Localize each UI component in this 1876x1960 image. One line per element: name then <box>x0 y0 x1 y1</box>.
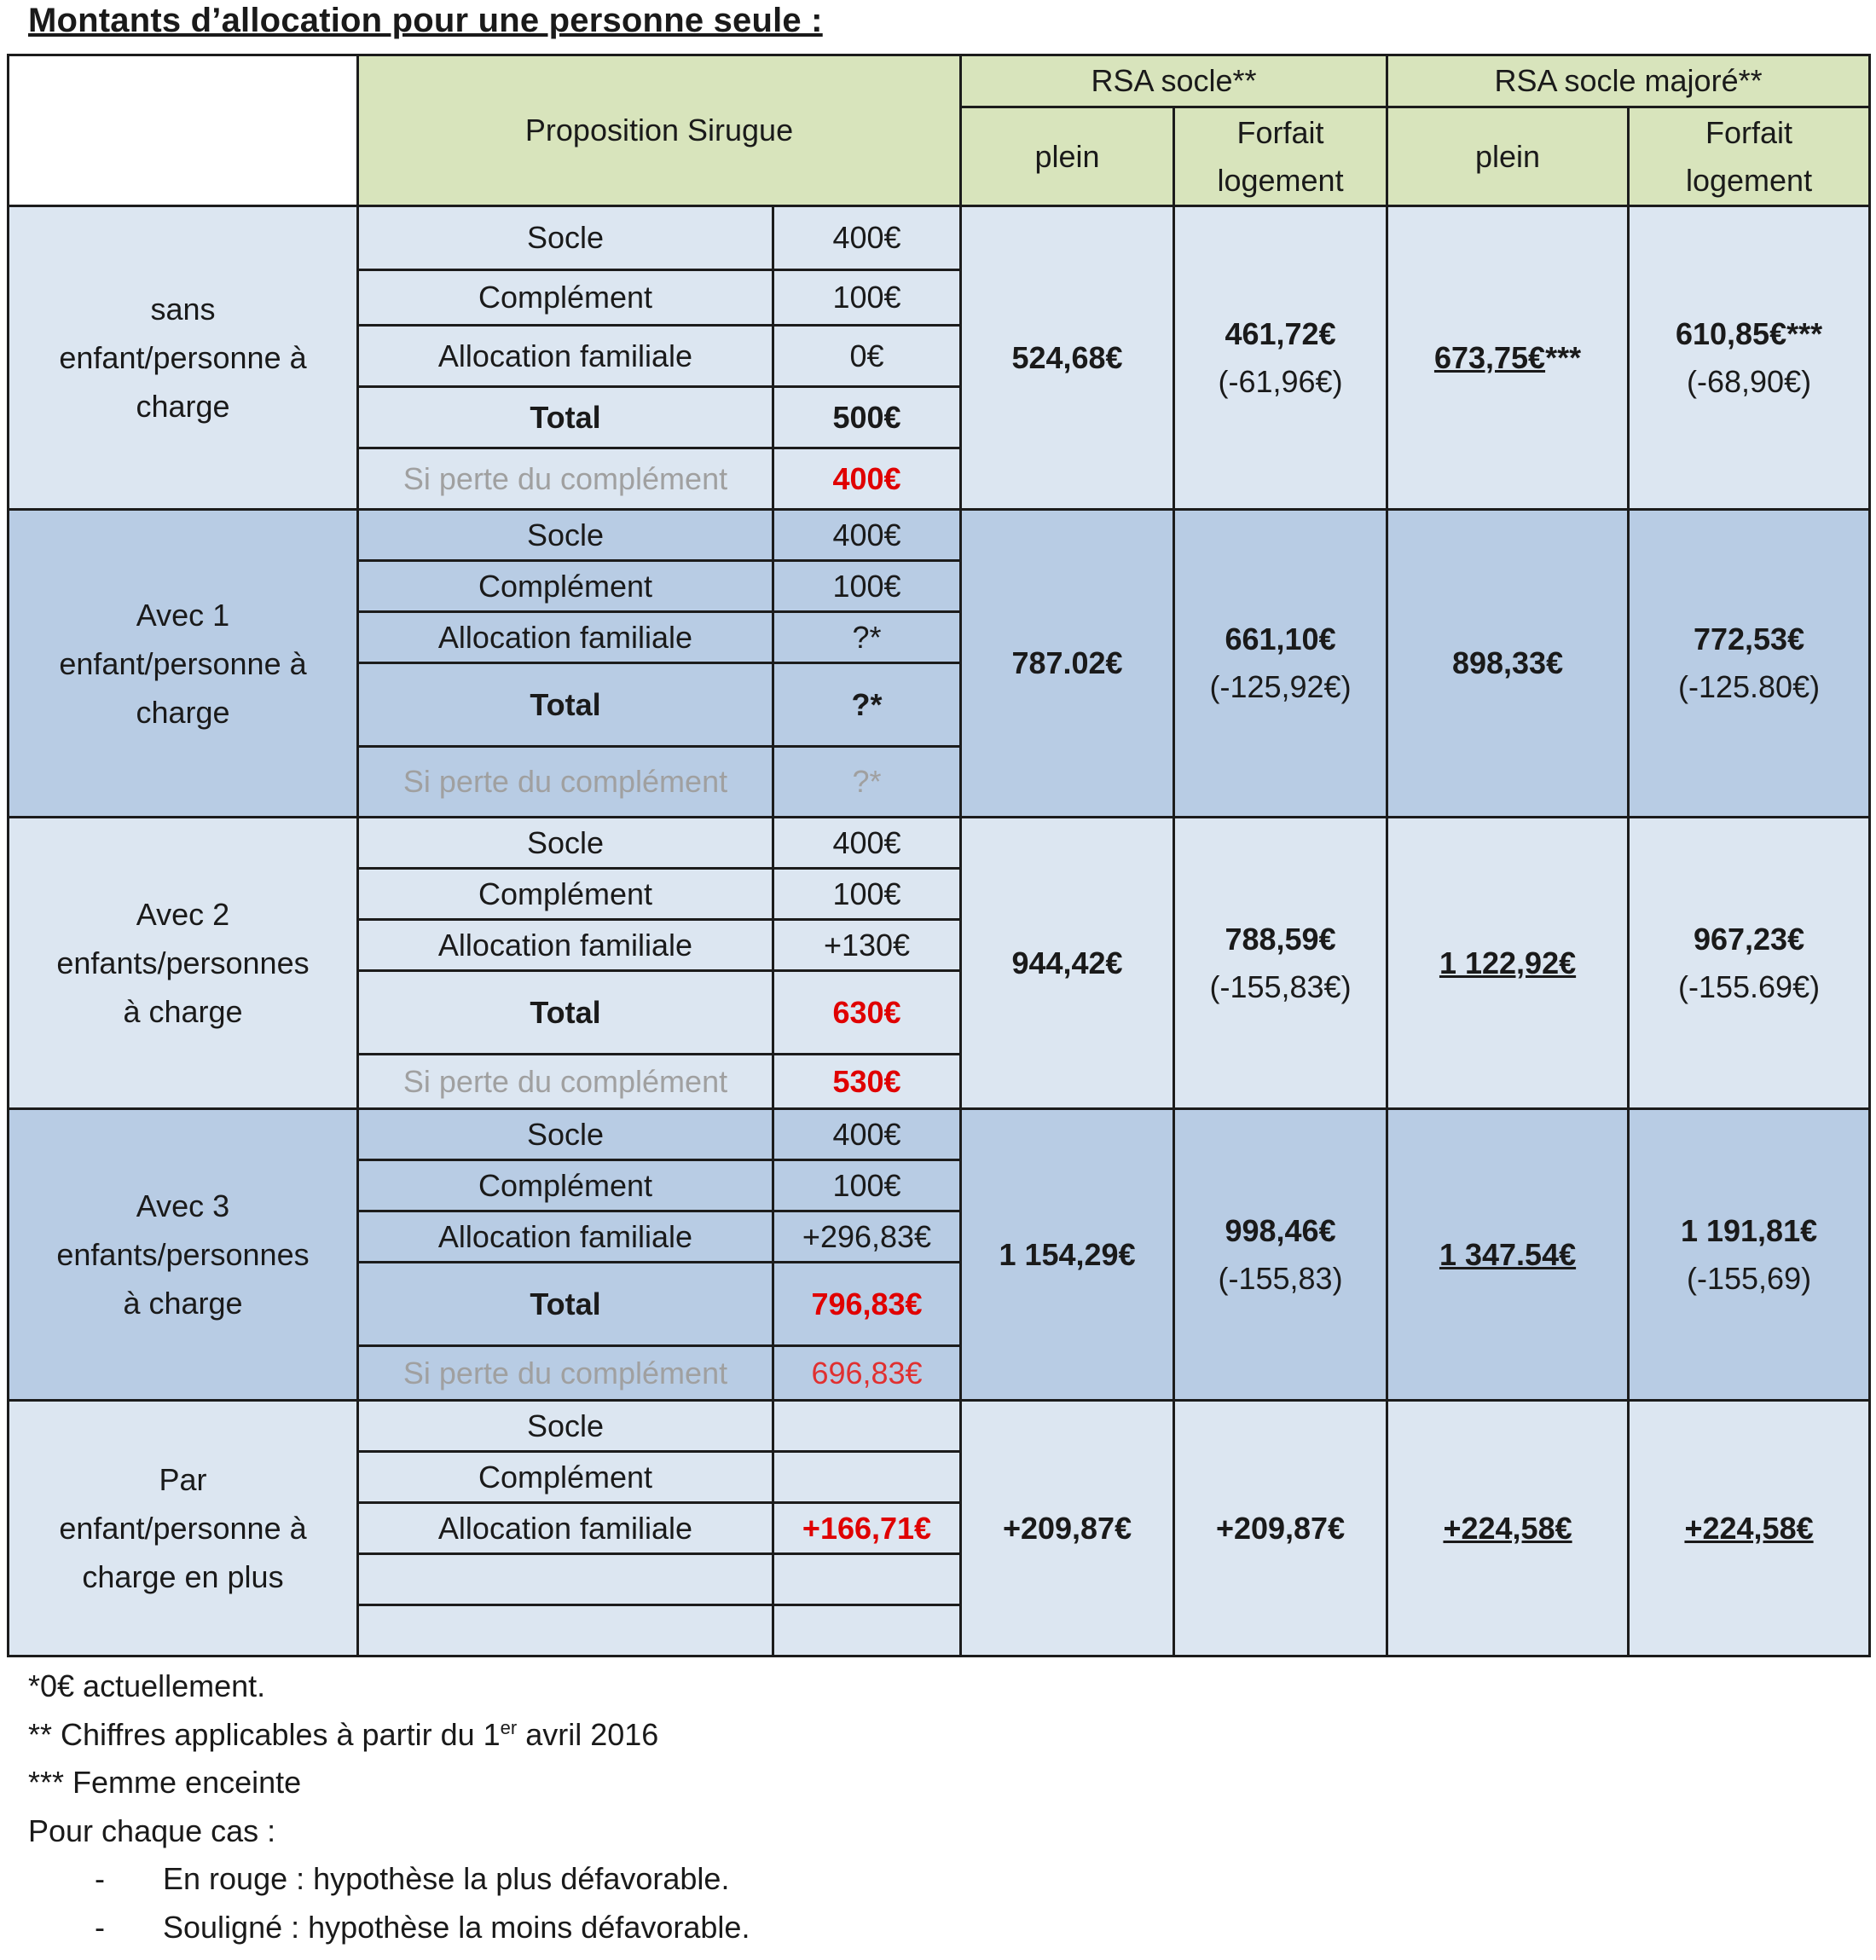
empty-cell <box>773 1554 961 1605</box>
value-socle: 400€ <box>773 510 961 561</box>
header-majore-forfait: Forfait logement <box>1629 107 1870 206</box>
value-perte: 530€ <box>773 1055 961 1109</box>
value-socle: 400€ <box>773 1109 961 1160</box>
rsa-majore-plein: 1 347.54€ <box>1387 1109 1629 1401</box>
allocation-table <box>7 54 1871 1657</box>
table-row <box>9 206 1870 270</box>
value-complement <box>773 1452 961 1503</box>
rsa-majore-plein: +224,58€ <box>1387 1401 1629 1656</box>
row-label-complement: Complément <box>358 1452 773 1503</box>
empty-cell <box>773 1605 961 1656</box>
table-row <box>9 510 1870 561</box>
value-socle <box>773 1401 961 1452</box>
footnote-3: *** Femme enceinte <box>28 1765 302 1800</box>
row-label-perte: Si perte du complément <box>358 1346 773 1401</box>
header-row <box>9 55 1870 107</box>
rsa-socle-plein: 1 154,29€ <box>961 1109 1174 1401</box>
value-total: ?* <box>773 663 961 747</box>
value-complement: 100€ <box>773 561 961 612</box>
value-total: 500€ <box>773 387 961 448</box>
header-majore-plein: plein <box>1387 107 1629 206</box>
row-label-perte: Si perte du complément <box>358 448 773 510</box>
header-socle-forfait: Forfait logement <box>1174 107 1387 206</box>
row-label-perte: Si perte du complément <box>358 747 773 818</box>
rsa-majore-plein: 1 122,92€ <box>1387 818 1629 1109</box>
value-total: 630€ <box>773 971 961 1055</box>
header-socle-plein: plein <box>961 107 1174 206</box>
row-label-total: Total <box>358 1263 773 1346</box>
footnote-2: ** Chiffres applicables à partir du 1er avril 2016 <box>28 1716 659 1752</box>
footnote-4: Pour chaque cas : <box>28 1813 276 1848</box>
row-label-socle: Socle <box>358 1109 773 1160</box>
footnote-1: *0€ actuellement. <box>28 1668 266 1703</box>
empty-cell <box>358 1554 773 1605</box>
legend-underline: - Souligné : hypothèse la moins défavorable. <box>95 1909 750 1945</box>
page-title: Montants d’allocation pour une personne seule : <box>28 2 823 39</box>
value-alloc: ?* <box>773 612 961 663</box>
row-label-socle: Socle <box>358 1401 773 1452</box>
header-rsa-majore: RSA socle majoré** <box>1387 55 1870 107</box>
group-label: Avec 1 enfant/personne à charge <box>9 510 358 818</box>
row-label-total: Total <box>358 971 773 1055</box>
value-complement: 100€ <box>773 869 961 920</box>
value-perte: 400€ <box>773 448 961 510</box>
value-complement: 100€ <box>773 1160 961 1211</box>
row-label-alloc: Allocation familiale <box>358 612 773 663</box>
row-label-complement: Complément <box>358 270 773 326</box>
table-row <box>9 818 1870 869</box>
row-label-alloc: Allocation familiale <box>358 1211 773 1263</box>
row-label-alloc: Allocation familiale <box>358 326 773 387</box>
group-label: Avec 3 enfants/personnes à charge <box>9 1109 358 1401</box>
value-socle: 400€ <box>773 206 961 270</box>
rsa-majore-forfait: 772,53€ (-125.80€) <box>1629 510 1870 818</box>
rsa-majore-forfait: +224,58€ <box>1629 1401 1870 1656</box>
row-label-total: Total <box>358 387 773 448</box>
rsa-socle-forfait: +209,87€ <box>1174 1401 1387 1656</box>
row-label-socle: Socle <box>358 206 773 270</box>
value-complement: 100€ <box>773 270 961 326</box>
rsa-socle-plein: 524,68€ <box>961 206 1174 510</box>
empty-cell <box>358 1605 773 1656</box>
value-total: 796,83€ <box>773 1263 961 1346</box>
table-row <box>9 1401 1870 1452</box>
header-rsa-socle: RSA socle** <box>961 55 1387 107</box>
value-perte: ?* <box>773 747 961 818</box>
rsa-socle-plein: 787.02€ <box>961 510 1174 818</box>
rsa-socle-forfait: 461,72€ (-61,96€) <box>1174 206 1387 510</box>
rsa-socle-forfait: 661,10€ (-125,92€) <box>1174 510 1387 818</box>
group-label: Par enfant/personne à charge en plus <box>9 1401 358 1656</box>
rsa-majore-forfait: 1 191,81€ (-155,69) <box>1629 1109 1870 1401</box>
group-label: Avec 2 enfants/personnes à charge <box>9 818 358 1109</box>
row-label-alloc: Allocation familiale <box>358 1503 773 1554</box>
rsa-socle-forfait: 998,46€ (-155,83) <box>1174 1109 1387 1401</box>
row-label-complement: Complément <box>358 869 773 920</box>
row-label-complement: Complément <box>358 1160 773 1211</box>
rsa-socle-plein: +209,87€ <box>961 1401 1174 1656</box>
value-socle: 400€ <box>773 818 961 869</box>
value-alloc: +130€ <box>773 920 961 971</box>
rsa-majore-plein: 673,75€*** <box>1387 206 1629 510</box>
row-label-complement: Complément <box>358 561 773 612</box>
rsa-socle-plein: 944,42€ <box>961 818 1174 1109</box>
header-corner <box>9 55 358 206</box>
value-alloc: +296,83€ <box>773 1211 961 1263</box>
row-label-perte: Si perte du complément <box>358 1055 773 1109</box>
group-label: sans enfant/personne à charge <box>9 206 358 510</box>
row-label-alloc: Allocation familiale <box>358 920 773 971</box>
rsa-socle-forfait: 788,59€ (-155,83€) <box>1174 818 1387 1109</box>
rsa-majore-forfait: 610,85€*** (-68,90€) <box>1629 206 1870 510</box>
value-alloc: 0€ <box>773 326 961 387</box>
row-label-socle: Socle <box>358 818 773 869</box>
value-perte: 696,83€ <box>773 1346 961 1401</box>
footnotes <box>28 1662 750 1951</box>
value-alloc: +166,71€ <box>773 1503 961 1554</box>
table-row <box>9 1109 1870 1160</box>
header-proposition: Proposition Sirugue <box>358 55 961 206</box>
legend-red: - En rouge : hypothèse la plus défavorable. <box>95 1861 730 1896</box>
rsa-majore-plein: 898,33€ <box>1387 510 1629 818</box>
row-label-total: Total <box>358 663 773 747</box>
rsa-majore-forfait: 967,23€ (-155.69€) <box>1629 818 1870 1109</box>
row-label-socle: Socle <box>358 510 773 561</box>
